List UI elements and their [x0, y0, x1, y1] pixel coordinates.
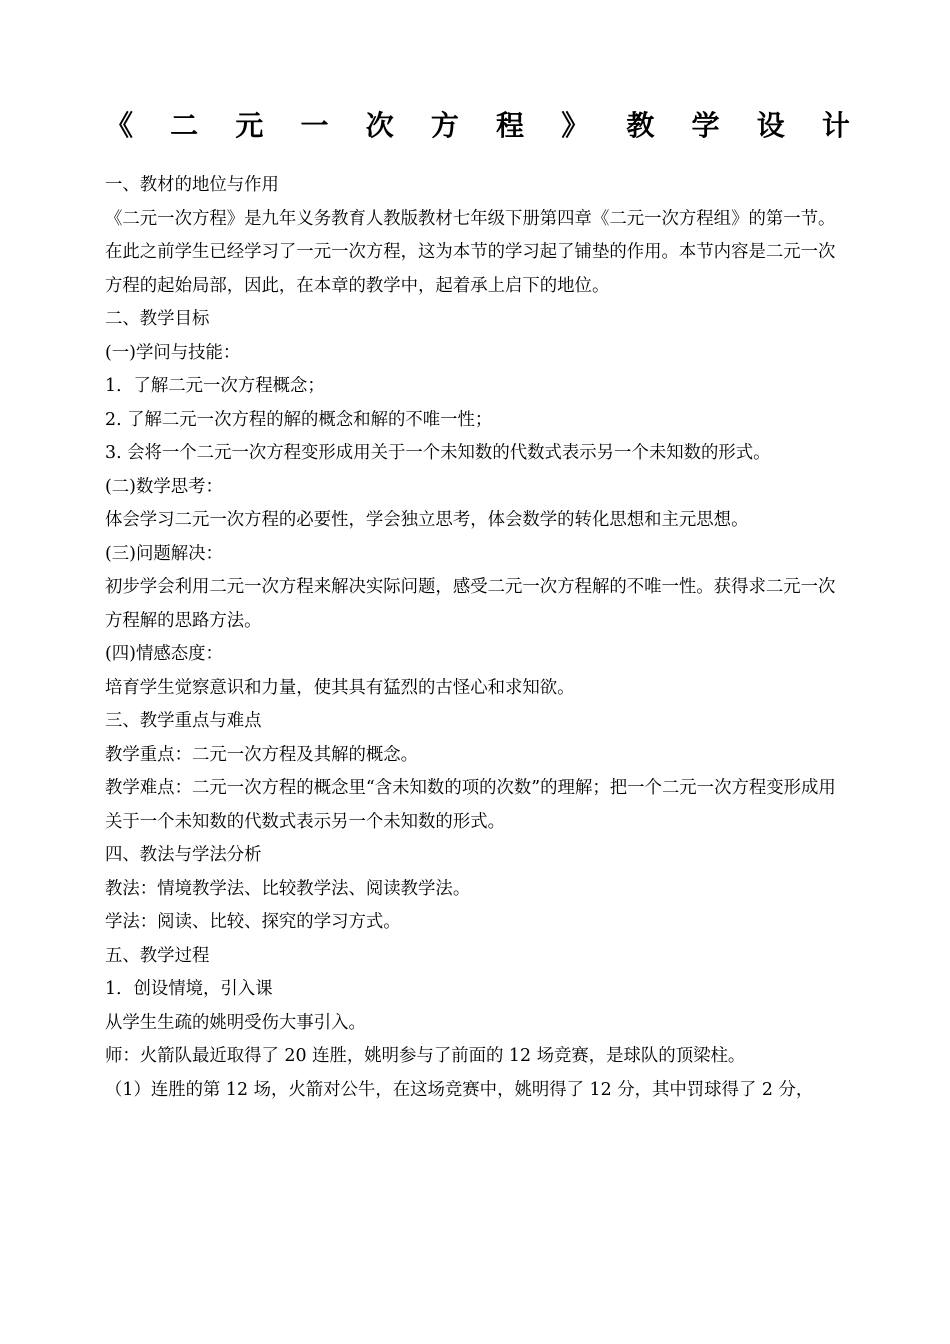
document-title	[105, 104, 850, 148]
paragraph: 培育学生觉察意识和力量，使其具有猛烈的古怪心和求知欲。	[105, 677, 575, 698]
title-char: 学	[691, 109, 720, 142]
title-char: 程	[496, 109, 525, 142]
section-heading-methods: 四、教法与学法分析	[105, 845, 262, 865]
title-char: 方	[430, 109, 459, 142]
title-char: 教	[626, 109, 655, 142]
title-char: 二	[170, 109, 199, 142]
section-heading-textbook-role: 一、教材的地位与作用	[105, 175, 279, 195]
subheading-attitude: (四)情感态度：	[105, 644, 223, 664]
section-heading-process: 五、教学过程	[105, 945, 210, 966]
subheading-math-thinking: (二)数学思考：	[105, 476, 223, 497]
paragraph: （1）连胜的第 12 场，火箭对公牛，在这场竞赛中，姚明得了 12 分，其中罚球得了 2 分，	[105, 1079, 814, 1100]
section-heading-objectives: 二、教学目标	[105, 309, 210, 329]
paragraph: 初步学会利用二元一次方程来解决实际问题，感受二元一次方程解的不唯一性。获得求二元一次方程解的思路方法。	[105, 577, 836, 631]
title-char: 次	[365, 109, 394, 142]
list-item: 2. 了解二元一次方程的解的概念和解的不唯一性；	[105, 409, 493, 430]
title-char: 》	[561, 109, 590, 142]
list-item: 3. 会将一个二元一次方程变形成用关于一个未知数的代数式表示另一个未知数的形式。	[105, 443, 771, 463]
title-char: 《	[105, 109, 134, 142]
paragraph: 师：火箭队最近取得了 20 连胜，姚明参与了前面的 12 场竞赛，是球队的顶梁柱。	[105, 1046, 746, 1066]
title-char: 元	[235, 109, 264, 142]
section-heading-key-points: 三、教学重点与难点	[105, 711, 262, 731]
title-char: 设	[756, 109, 785, 142]
paragraph: 从学生生疏的姚明受伤大事引入。	[105, 1012, 366, 1033]
list-item: 1．创设情境，引入课	[105, 979, 273, 999]
paragraph: 学法：阅读、比较、探究的学习方式。	[105, 912, 401, 932]
document-body	[105, 169, 850, 1107]
list-item: 1．了解二元一次方程概念；	[105, 376, 325, 396]
paragraph: 教法：情境教学法、比较教学法、阅读教学法。	[105, 878, 471, 899]
subheading-knowledge-skills: (一)学问与技能：	[105, 342, 241, 363]
paragraph: 体会学习二元一次方程的必要性，学会独立思考，体会数学的转化思想和主元思想。	[105, 510, 749, 530]
title-char: 计	[821, 109, 850, 142]
paragraph: 教学难点：二元一次方程的概念里“含未知数的项的次数”的理解；把一个二元一次方程变形成用关于一个未知数的代数式表示另一个未知数的形式。	[105, 778, 836, 832]
subheading-problem-solving: (三)问题解决：	[105, 543, 223, 564]
paragraph: 教学重点：二元一次方程及其解的概念。	[105, 744, 419, 765]
title-char: 一	[300, 109, 329, 142]
paragraph-textbook-role: 《二元一次方程》是九年义务教育人教版教材七年级下册第四章《二元一次方程组》的第一节。在此之前学生已经学习了一元一次方程，这为本节的学习起了铺垫的作用。本节内容是二元一次方程的起始局部，因此，在本章的教学中，起着承上启下的地位。	[105, 208, 836, 296]
